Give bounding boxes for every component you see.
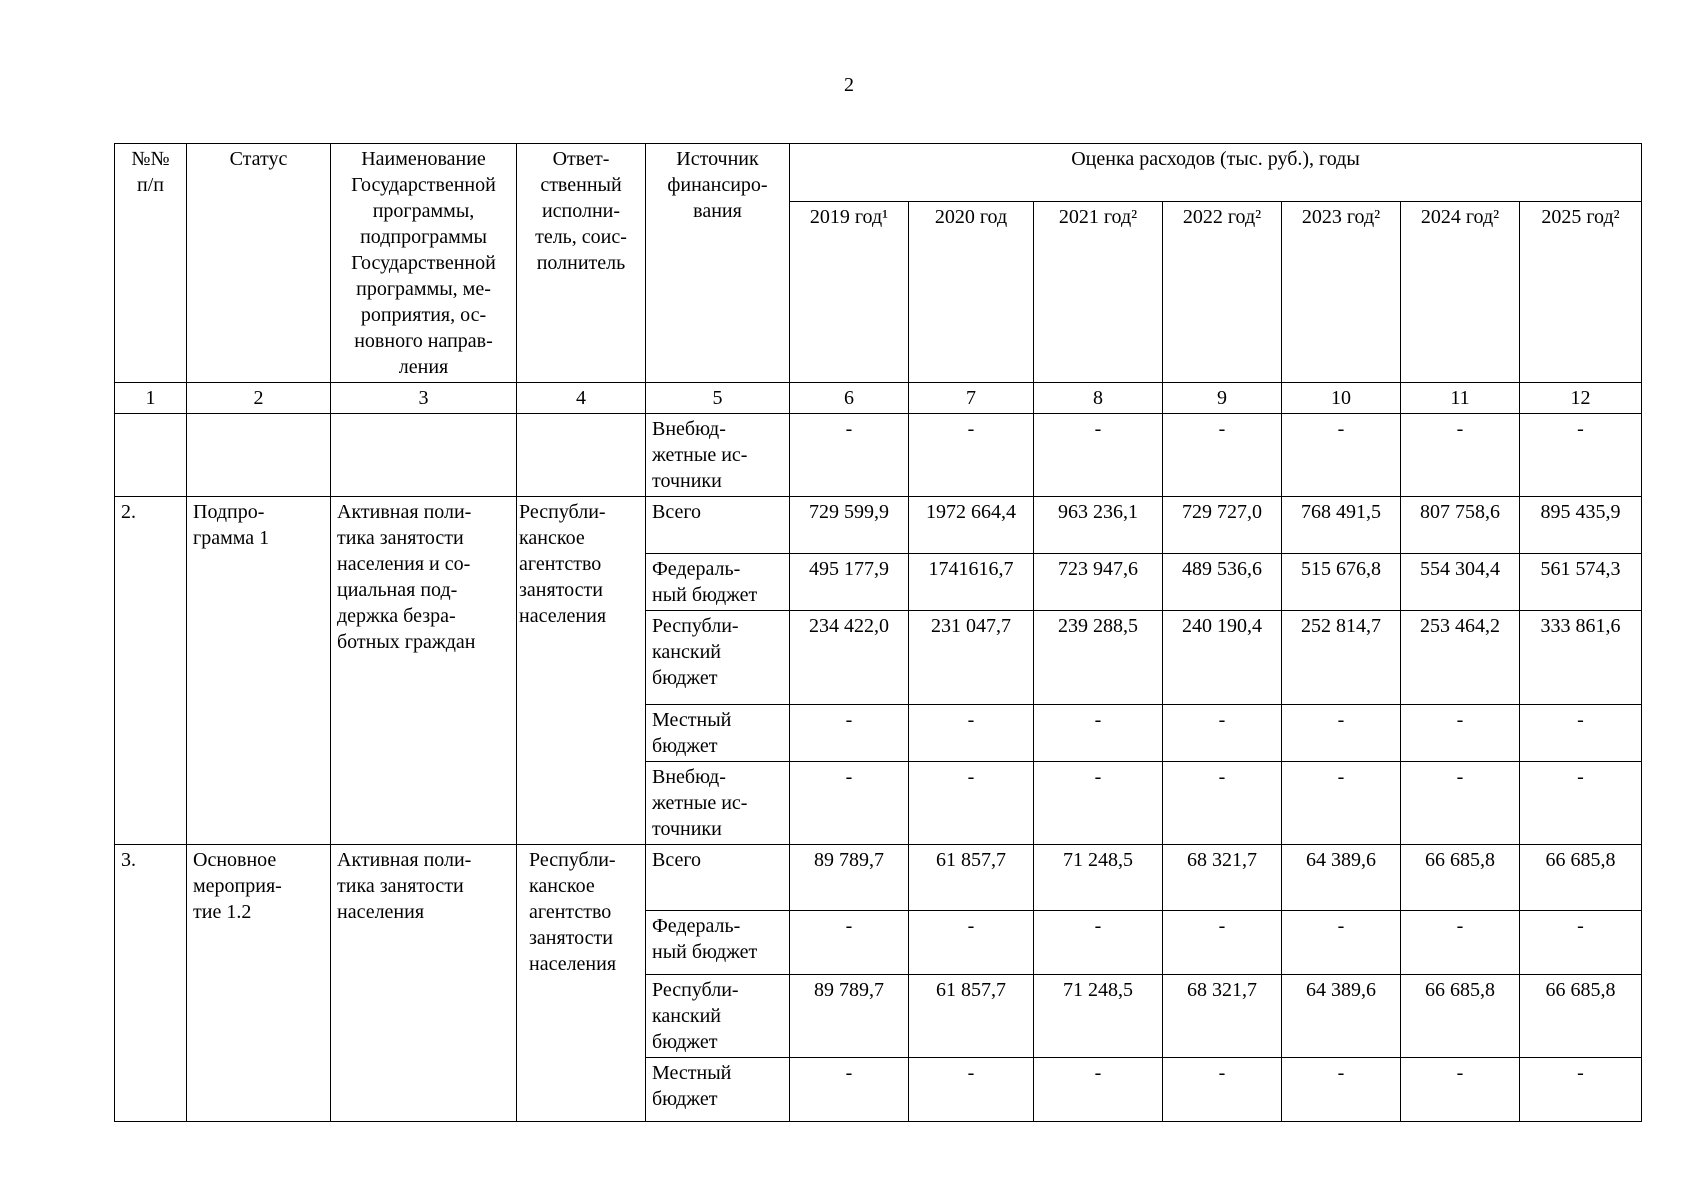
empty-cell [187,414,331,497]
value-cell: 66 685,8 [1401,975,1520,1058]
header-year: 2025 год² [1520,201,1642,382]
value-cell: 768 491,5 [1282,497,1401,554]
value-cell: - [1401,1058,1520,1122]
value-cell: 729 599,9 [790,497,909,554]
value-cell: 71 248,5 [1034,975,1163,1058]
status-cell: Основное мероприя- тие 1.2 [187,845,331,1122]
value-cell: - [1520,762,1642,845]
source-cell: Местный бюджет [646,705,790,762]
value-cell: 66 685,8 [1401,845,1520,911]
column-index: 12 [1520,383,1642,414]
page-number: 2 [844,74,854,96]
budget-table [114,143,1642,1122]
column-index-row [115,383,1642,414]
value-cell: - [909,762,1034,845]
value-cell: - [1520,414,1642,497]
value-cell: - [1282,762,1401,845]
value-cell: - [1282,705,1401,762]
status-cell: Подпро- грамма 1 [187,497,331,845]
header-estimate: Оценка расходов (тыс. руб.), годы [790,144,1642,202]
header-responsible: Ответ- ственный исполни- тель, соис- полнитель [517,144,646,383]
value-cell: 252 814,7 [1282,611,1401,705]
table-row [115,497,1642,554]
value-cell: - [1401,911,1520,975]
source-cell: Всего [646,497,790,554]
value-cell: 61 857,7 [909,975,1034,1058]
header-status: Статус [187,144,331,383]
value-cell: - [909,1058,1034,1122]
program-name-cell: Активная поли- тика занятости населения и со- циальная под- держка безра- ботных граждан [331,497,517,845]
column-index: 2 [187,383,331,414]
value-cell: 495 177,9 [790,554,909,611]
value-cell: 554 304,4 [1401,554,1520,611]
value-cell: 66 685,8 [1520,845,1642,911]
program-name-cell: Активная поли- тика занятости населения [331,845,517,1122]
column-index: 8 [1034,383,1163,414]
value-cell: 68 321,7 [1163,975,1282,1058]
value-cell: 239 288,5 [1034,611,1163,705]
value-cell: 963 236,1 [1034,497,1163,554]
header-name: Наименование Государственной программы, подпрограммы Государственной программы, ме- роприятия, ос- новного направ- ления [331,144,517,383]
value-cell: - [790,911,909,975]
source-cell: Республи- канский бюджет [646,975,790,1058]
value-cell: - [1163,911,1282,975]
value-cell: - [1034,705,1163,762]
value-cell: - [790,1058,909,1122]
value-cell: - [1034,762,1163,845]
value-cell: - [1282,1058,1401,1122]
value-cell: 71 248,5 [1034,845,1163,911]
value-cell: 253 464,2 [1401,611,1520,705]
source-cell: Внебюд- жетные ис- точники [646,414,790,497]
value-cell: - [1034,911,1163,975]
column-index: 7 [909,383,1034,414]
value-cell: - [909,414,1034,497]
value-cell: - [1520,911,1642,975]
column-index: 1 [115,383,187,414]
header-year: 2023 год² [1282,201,1401,382]
value-cell: - [1401,762,1520,845]
value-cell: 64 389,6 [1282,845,1401,911]
column-index: 4 [517,383,646,414]
table-row [115,414,1642,497]
value-cell: 61 857,7 [909,845,1034,911]
header-year: 2022 год² [1163,201,1282,382]
table-row [115,845,1642,911]
value-cell: 68 321,7 [1163,845,1282,911]
column-index: 10 [1282,383,1401,414]
value-cell: - [1163,705,1282,762]
value-cell: 89 789,7 [790,845,909,911]
header-num: №№ п/п [115,144,187,383]
header-year: 2024 год² [1401,201,1520,382]
value-cell: 231 047,7 [909,611,1034,705]
source-cell: Местный бюджет [646,1058,790,1122]
value-cell: - [1034,1058,1163,1122]
value-cell: - [1163,414,1282,497]
header-source: Источник финансиро- вания [646,144,790,383]
column-index: 3 [331,383,517,414]
row-number: 3. [115,845,187,1122]
value-cell: - [1163,1058,1282,1122]
column-index: 6 [790,383,909,414]
empty-cell [331,414,517,497]
column-index: 5 [646,383,790,414]
value-cell: 723 947,6 [1034,554,1163,611]
value-cell: - [1163,762,1282,845]
value-cell: 240 190,4 [1163,611,1282,705]
value-cell: - [1401,705,1520,762]
value-cell: 66 685,8 [1520,975,1642,1058]
value-cell: 1741616,7 [909,554,1034,611]
value-cell: - [1282,911,1401,975]
value-cell: 515 676,8 [1282,554,1401,611]
source-cell: Всего [646,845,790,911]
header-year: 2020 год [909,201,1034,382]
value-cell: - [1520,1058,1642,1122]
column-index: 11 [1401,383,1520,414]
value-cell: - [790,762,909,845]
value-cell: - [1282,414,1401,497]
value-cell: - [790,414,909,497]
value-cell: 561 574,3 [1520,554,1642,611]
value-cell: 807 758,6 [1401,497,1520,554]
empty-cell [115,414,187,497]
empty-cell [517,414,646,497]
responsible-cell: Республи- канское агентство занятости населения [517,845,646,1122]
header-year: 2021 год² [1034,201,1163,382]
source-cell: Внебюд- жетные ис- точники [646,762,790,845]
value-cell: 729 727,0 [1163,497,1282,554]
value-cell: 234 422,0 [790,611,909,705]
responsible-cell: Республи- канское агентство занятости населения [517,497,646,845]
source-cell: Федераль- ный бюджет [646,911,790,975]
value-cell: - [909,705,1034,762]
value-cell: - [790,705,909,762]
value-cell: - [1520,705,1642,762]
value-cell: 89 789,7 [790,975,909,1058]
value-cell: - [1034,414,1163,497]
source-cell: Республи- канский бюджет [646,611,790,705]
value-cell: 489 536,6 [1163,554,1282,611]
header-year: 2019 год¹ [790,201,909,382]
value-cell: 895 435,9 [1520,497,1642,554]
value-cell: 64 389,6 [1282,975,1401,1058]
header-row [115,144,1642,202]
value-cell: 1972 664,4 [909,497,1034,554]
value-cell: - [909,911,1034,975]
row-number: 2. [115,497,187,845]
value-cell: - [1401,414,1520,497]
column-index: 9 [1163,383,1282,414]
source-cell: Федераль- ный бюджет [646,554,790,611]
value-cell: 333 861,6 [1520,611,1642,705]
